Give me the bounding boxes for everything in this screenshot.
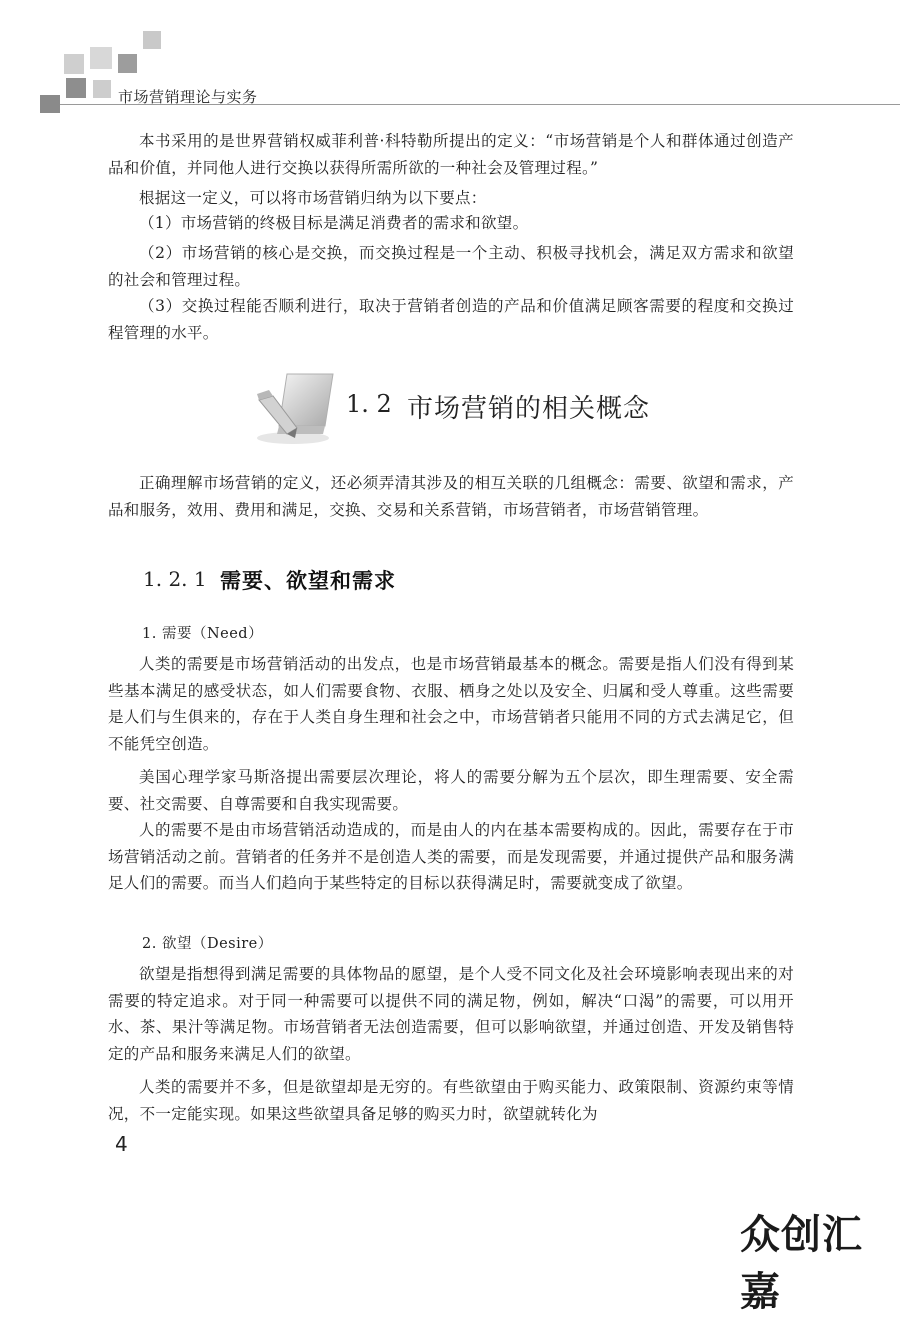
section-number: 1. 2 — [346, 390, 392, 418]
intro-paragraph: 本书采用的是世界营销权威菲利普·科特勒所提出的定义：“市场营销是个人和群体通过创造产品和价值，并同他人进行交换以获得所需所欲的一种社会及管理过程。” — [108, 132, 794, 177]
watermark: 众创汇嘉 — [740, 1212, 863, 1315]
need-paragraph: 人的需要不是由市场营销活动造成的，而是由人的内在基本需要构成的。因此，需要存在于市场营销活动之前。营销者的任务并不是创造人类的需要，而是发现需要，并通过提供产品和服务满足人们的需要。而当人们趋向于某些特定的目标以获得满足时，需要就变成了欲望。 — [108, 821, 794, 892]
header-decoration-square — [66, 78, 86, 98]
running-title: 市场营销理论与实务 — [118, 88, 258, 106]
intro-list-item: （1）市场营销的终极目标是满足消费者的需求和欲望。 — [139, 214, 529, 232]
page-header — [0, 0, 900, 112]
intro-paragraph: 根据这一定义，可以将市场营销归纳为以下要点： — [139, 189, 487, 207]
header-decoration-square — [90, 47, 112, 69]
desire-heading: 2. 欲望（Desire） — [142, 936, 273, 952]
subsection-title: 需要、欲望和需求 — [220, 568, 396, 593]
section-intro-paragraph: 正确理解市场营销的定义，还必须弄清其涉及的相互关联的几组概念：需要、欲望和需求，产品和服务，效用、费用和满足，交换、交易和关系营销，市场营销者，市场营销管理。 — [108, 474, 794, 519]
header-decoration-square — [93, 80, 111, 98]
pencil-book-icon — [253, 366, 345, 446]
need-paragraph: 美国心理学家马斯洛提出需要层次理论，将人的需要分解为五个层次，即生理需要、安全需要、社交需要、自尊需要和自我实现需要。 — [108, 768, 794, 813]
subsection-number: 1. 2. 1 — [143, 567, 207, 591]
header-decoration-square — [40, 95, 60, 113]
section-title: 市场营销的相关概念 — [407, 394, 651, 424]
need-paragraph: 人类的需要是市场营销活动的出发点，也是市场营销最基本的概念。需要是指人们没有得到某些基本满足的感受状态，如人们需要食物、衣服、栖身之处以及安全、归属和受人尊重。这些需要是人们与生俱来的，存在于人类自身生理和社会之中，市场营销者只能用不同的方式去满足它，但不能凭空创造。 — [108, 655, 794, 753]
desire-paragraph: 欲望是指想得到满足需要的具体物品的愿望，是个人受不同文化及社会环境影响表现出来的对需要的特定追求。对于同一种需要可以提供不同的满足物，例如，解决“口渴”的需要，可以用开水、茶、果汁等满足物。市场营销者无法创造需要，但可以影响欲望，并通过创造、开发及销售特定的产品和服务来满足人们的欲望。 — [108, 965, 794, 1063]
desire-paragraph: 人类的需要并不多，但是欲望却是无穷的。有些欲望由于购买能力、政策限制、资源约束等情况，不一定能实现。如果这些欲望具备足够的购买力时，欲望就转化为 — [108, 1078, 794, 1123]
header-decoration-square — [143, 31, 161, 49]
header-decoration-square — [118, 54, 137, 73]
need-heading: 1. 需要（Need） — [142, 626, 264, 642]
page-number: 4 — [115, 1132, 128, 1156]
intro-list-item: （2）市场营销的核心是交换，而交换过程是一个主动、积极寻找机会，满足双方需求和欲望的社会和管理过程。 — [108, 244, 794, 289]
intro-list-item: （3）交换过程能否顺利进行，取决于营销者创造的产品和价值满足顾客需要的程度和交换过程管理的水平。 — [108, 297, 794, 342]
header-decoration-square — [64, 54, 84, 74]
